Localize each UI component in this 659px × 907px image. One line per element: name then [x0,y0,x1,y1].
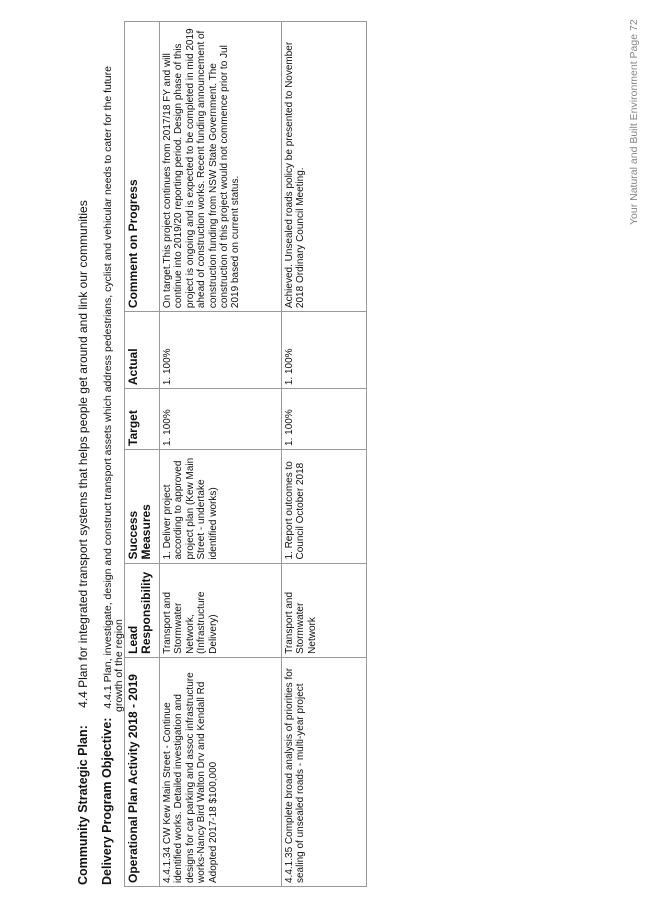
header-measures: Success Measures [125,449,160,563]
table-row [160,22,282,887]
cell-target: 1. 100% [282,389,367,450]
header-target: Target [125,389,160,450]
cell-measures: 1. Deliver project according to approved project plan (Kew Main Street - undertake identified works) [160,449,282,563]
delivery-objective-text: 4.4.1 Plan, investigate, design and construct transport assets which address pedestrians, cyclist and vehicular needs to cater for the future [102,66,114,709]
page-footer: Your Natural and Built Environment Page 72 [628,19,640,225]
delivery-objective-label: Delivery Program Objective: [100,717,114,885]
cell-lead: Transport and Stormwater Network [282,563,367,657]
cell-lead: Transport and Stormwater Network, (Infrastructure Delivery) [160,563,282,657]
strategic-plan-label: Community Strategic Plan: [76,725,90,885]
cell-target: 1. 100% [160,389,282,450]
operational-plan-table [124,21,367,887]
cell-activity: 4.4.1.35 Complete broad analysis of priorities for sealing of unsealed roads - multi-year project [282,657,367,886]
header-actual: Actual [125,312,160,389]
header-comment: Comment on Progress [125,22,160,312]
strategic-plan-line [76,200,90,885]
header-activity: Operational Plan Activity 2018 - 2019 [125,657,160,886]
cell-activity: 4.4.1.34 CW Kew Main Street - Continue identified works. Detailed investigation and designs for car parking and assoc infrastructure works-Nancy Bird Walton Drv and Kendall Rd Adopted 2017-18 $100,000 [160,657,282,886]
cell-measures: 1. Report outcomes to Council October 2018 [282,449,367,563]
cell-actual: 1. 100% [282,312,367,389]
table-row [282,22,367,887]
delivery-objective-text-cont: growth of the region [113,619,125,712]
header-lead: Lead Responsibility [125,563,160,657]
table-header-row [125,22,160,887]
cell-actual: 1. 100% [160,312,282,389]
strategic-plan-text: 4.4 Plan for integrated transport systems that helps people get around and link our communities [76,200,90,708]
cell-comment: On target.This project continues from 2017/18 FY and will continue into 2019/20 reporting period. Design phase of this project is ongoing and is expected to be completed in mid 2019 ahead of construction works. Recent funding announcement of construction funding from NSW State Government. The construction of this project would not commence prior to Jul 2019 based on current status. [160,22,282,312]
delivery-objective-line [100,45,125,885]
cell-comment: Achieved. Unsealed roads policy be presented to November 2018 Ordinary Council Meeting. [282,22,367,312]
